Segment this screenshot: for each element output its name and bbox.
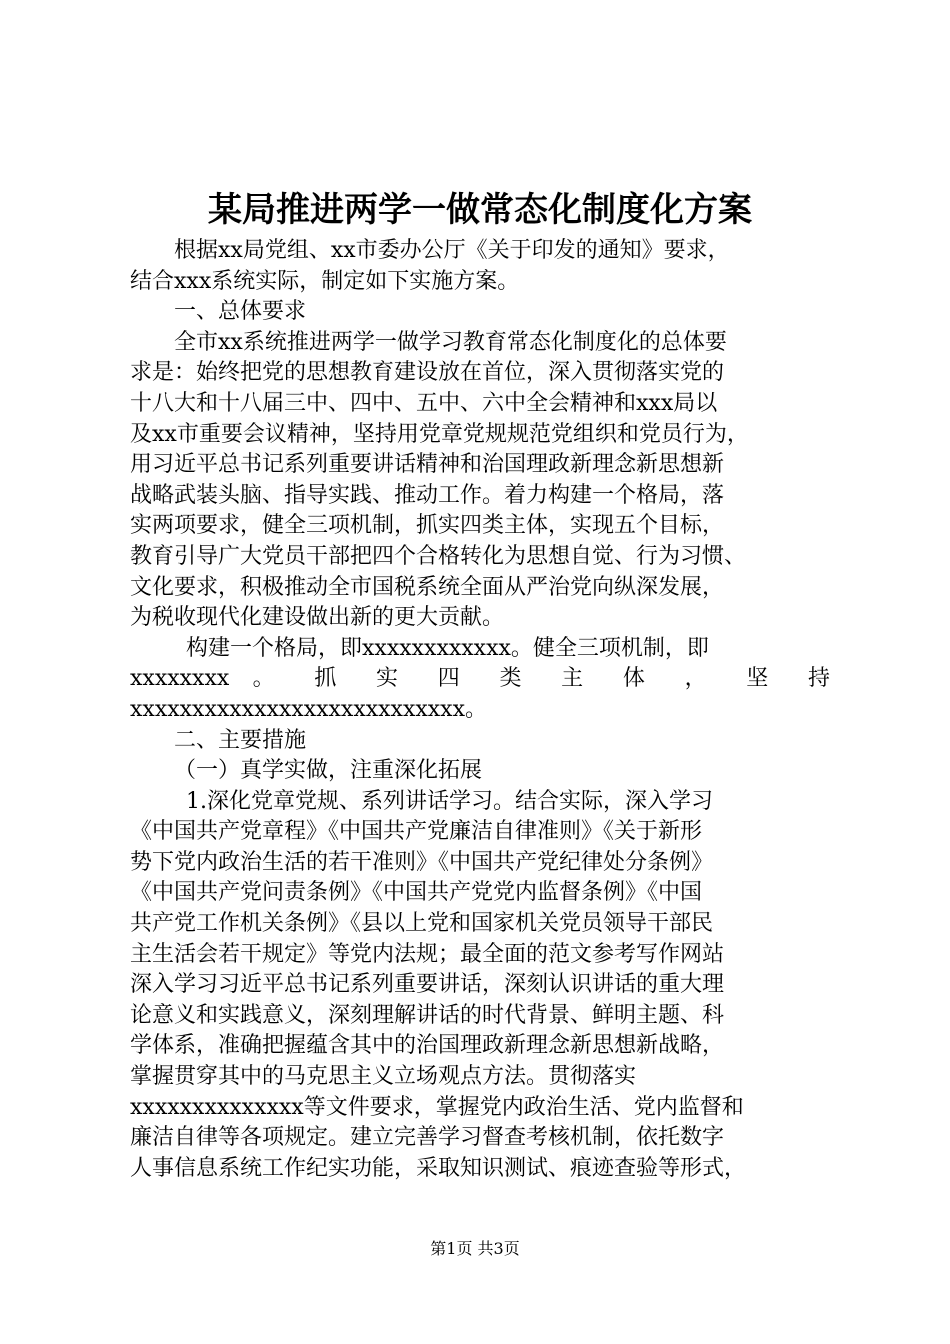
paragraph-line: xxxxxxxxxxxxxxxxxxxxxxxxxxx。: [130, 696, 487, 722]
paragraph-line: 主生活会若干规定》等党内法规；最全面的范文参考写作网站: [130, 941, 725, 967]
paragraph-line: 结合xxx系统实际，制定如下实施方案。: [130, 268, 520, 294]
paragraph-line: 论意义和实践意义，深刻理解讲话的时代背景、鲜明主题、科: [130, 1002, 725, 1028]
paragraph-line: 用习近平总书记系列重要讲话精神和治国理政新理念新思想新: [130, 452, 725, 478]
page-footer: [0, 1238, 950, 1260]
paragraph-line: 学体系，准确把握蕴含其中的治国理政新理念新思想新战略，: [130, 1033, 725, 1059]
paragraph-line: 十八大和十八届三中、四中、五中、六中全会精神和xxx局以: [130, 390, 718, 416]
paragraph-line: 廉洁自律等各项规定。建立完善学习督查考核机制，依托数字: [130, 1125, 725, 1151]
subsection-heading: （一）真学实做，注重深化拓展: [174, 758, 483, 784]
paragraph-line: 全市xx系统推进两学一做学习教育常态化制度化的总体要: [174, 329, 727, 355]
paragraph-line: 1.深化党章党规、系列讲话学习。结合实际，深入学习: [186, 788, 713, 814]
paragraph-line: 求是：始终把党的思想教育建设放在首位，深入贯彻落实党的: [130, 360, 725, 386]
paragraph-line: 《中国共产党问责条例》《中国共产党党内监督条例》《中国: [130, 880, 703, 906]
section-heading: 二、主要措施: [174, 727, 307, 753]
paragraph-line: 实两项要求，健全三项机制，抓实四类主体，实现五个目标，: [130, 513, 725, 539]
paragraph-line: xxxxxxxx 。 抓 实 四 类 主 体 ， 坚 持: [130, 666, 830, 692]
paragraph-line: 深入学习习近平总书记系列重要讲话，深刻认识讲话的重大理: [130, 972, 725, 998]
document-title: 某局推进两学一做常态化制度化方案: [208, 190, 752, 230]
paragraph-line: 《中国共产党章程》《中国共产党廉洁自律准则》《关于新形: [130, 819, 703, 845]
section-heading: 一、总体要求: [174, 299, 307, 325]
paragraph-line: 及xx市重要会议精神，坚持用党章党规规范党组织和党员行为，: [130, 421, 749, 447]
paragraph-line: 教育引导广大党员干部把四个合格转化为思想自觉、行为习惯、: [130, 543, 747, 569]
paragraph-line: 人事信息系统工作纪实功能，采取知识测试、痕迹查验等形式，: [130, 1155, 747, 1181]
paragraph-line: 掌握贯穿其中的马克思主义立场观点方法。贯彻落实: [130, 1064, 637, 1090]
paragraph-line: 构建一个格局，即xxxxxxxxxxxx。健全三项机制，即: [186, 635, 709, 661]
document-body: [130, 236, 830, 1184]
paragraph-line: 战略武装头脑、指导实践、推动工作。着力构建一个格局，落: [130, 482, 725, 508]
page-number: 第1页 共3页: [430, 1239, 520, 1258]
paragraph-line: 为税收现代化建设做出新的更大贡献。: [130, 605, 505, 631]
paragraph-line: 文化要求，积极推动全市国税系统全面从严治党向纵深发展，: [130, 574, 725, 600]
paragraph-line: xxxxxxxxxxxxxx等文件要求，掌握党内政治生活、党内监督和: [130, 1094, 744, 1120]
paragraph-line: 势下党内政治生活的若干准则》《中国共产党纪律处分条例》: [130, 849, 714, 875]
paragraph-line: 根据xx局党组、xx市委办公厅《关于印发的通知》要求，: [174, 238, 730, 263]
paragraph-line: 共产党工作机关条例》《县以上党和国家机关党员领导干部民: [130, 911, 714, 937]
